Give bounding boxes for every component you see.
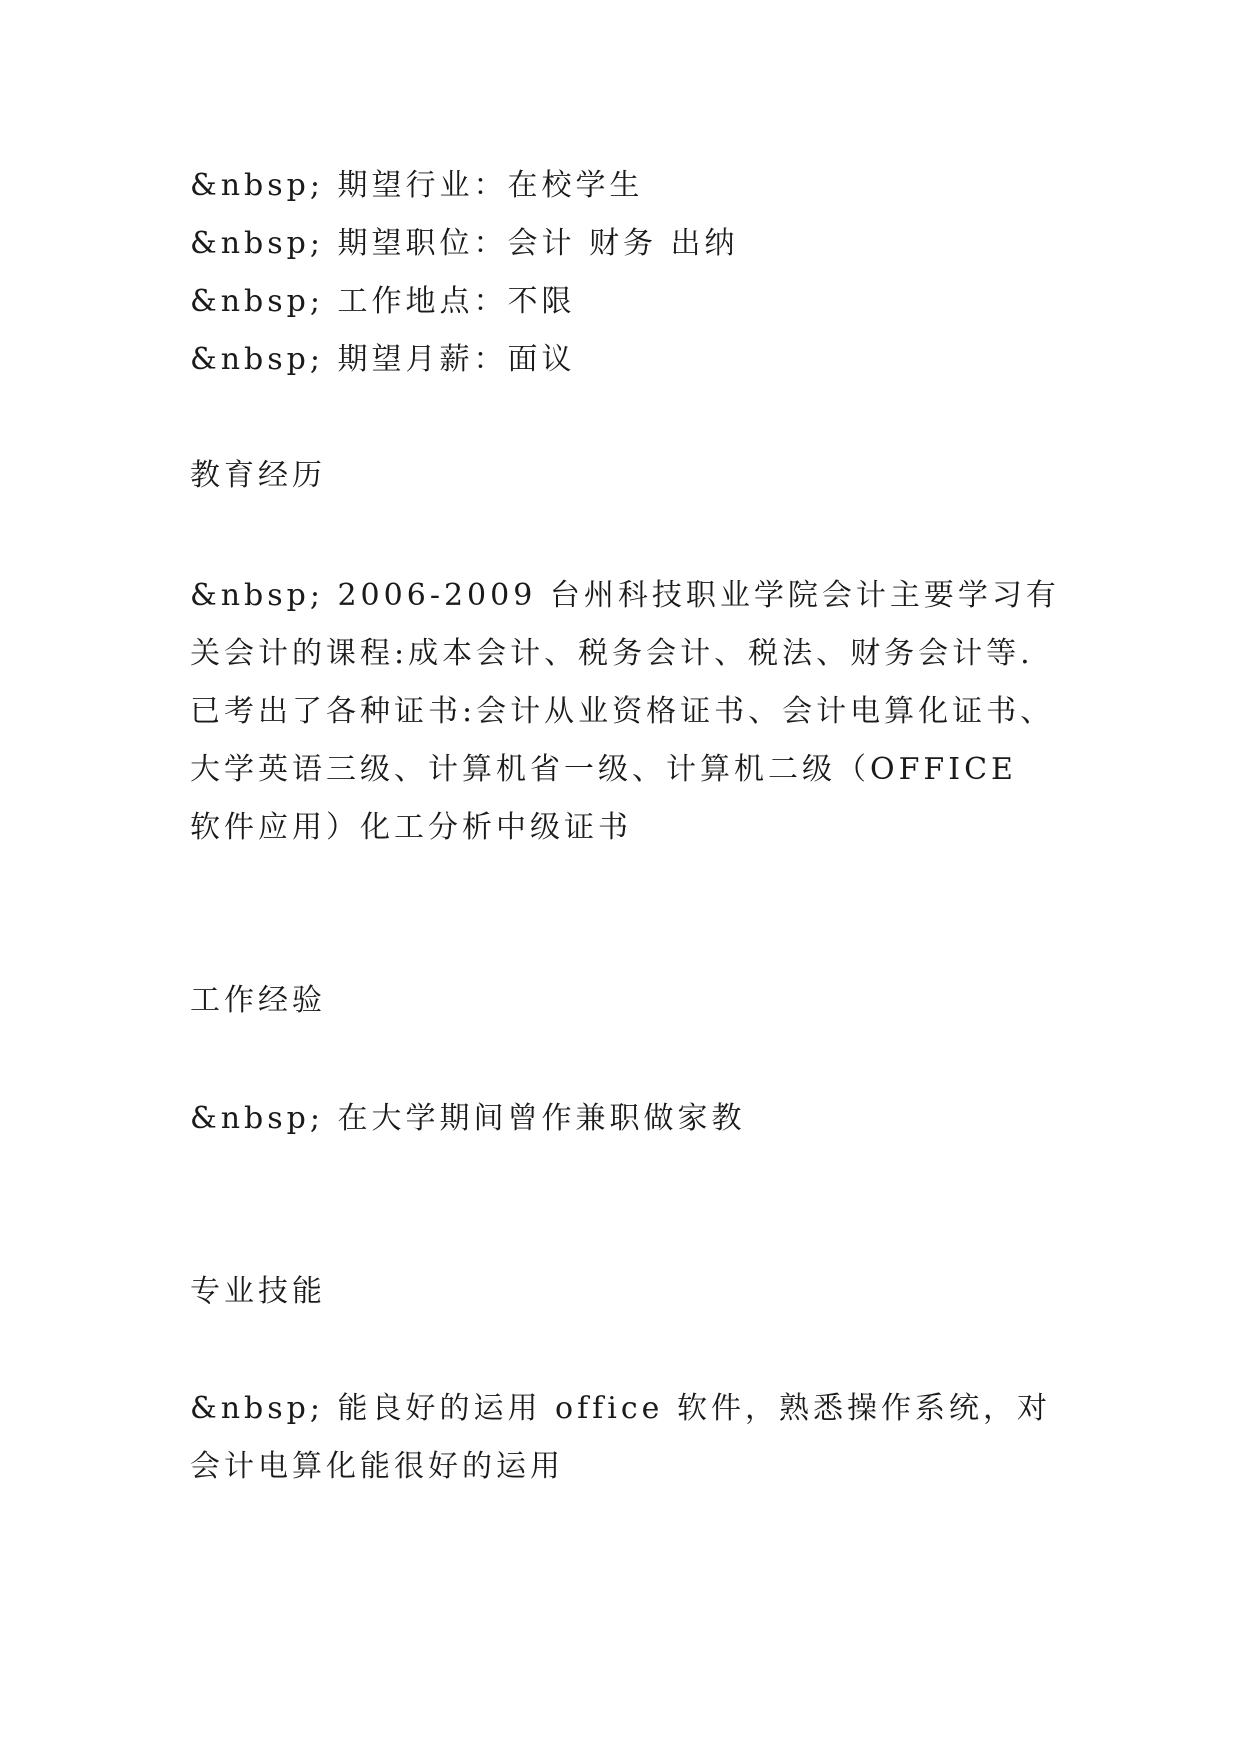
- skills-heading: 专业技能: [190, 1274, 326, 1309]
- work-experience-heading: 工作经验: [190, 983, 326, 1018]
- expected-industry: &nbsp; 期望行业：在校学生: [190, 168, 644, 203]
- work-experience-body: &nbsp; 在大学期间曾作兼职做家教: [190, 1101, 746, 1136]
- skills-body: &nbsp; 能良好的运用 office 软件，熟悉操作系统，对会计电算化能很好的运用: [190, 1391, 1051, 1484]
- expected-salary: &nbsp; 期望月薪：面议: [190, 342, 576, 377]
- education-body: &nbsp; 2006-2009 台州科技职业学院会计主要学习有关会计的课程:成本会计、税务会计、税法、财务会计等.已考出了各种证书:会计从业资格证书、会计电算化证书、大学英语三级、计算机省一级、计算机二级（OFFICE 软件应用）化工分析中级证书: [190, 578, 1060, 845]
- education-heading: 教育经历: [190, 458, 326, 493]
- expected-position: &nbsp; 期望职位：会计 财务 出纳: [190, 226, 739, 261]
- work-location: &nbsp; 工作地点：不限: [190, 284, 576, 319]
